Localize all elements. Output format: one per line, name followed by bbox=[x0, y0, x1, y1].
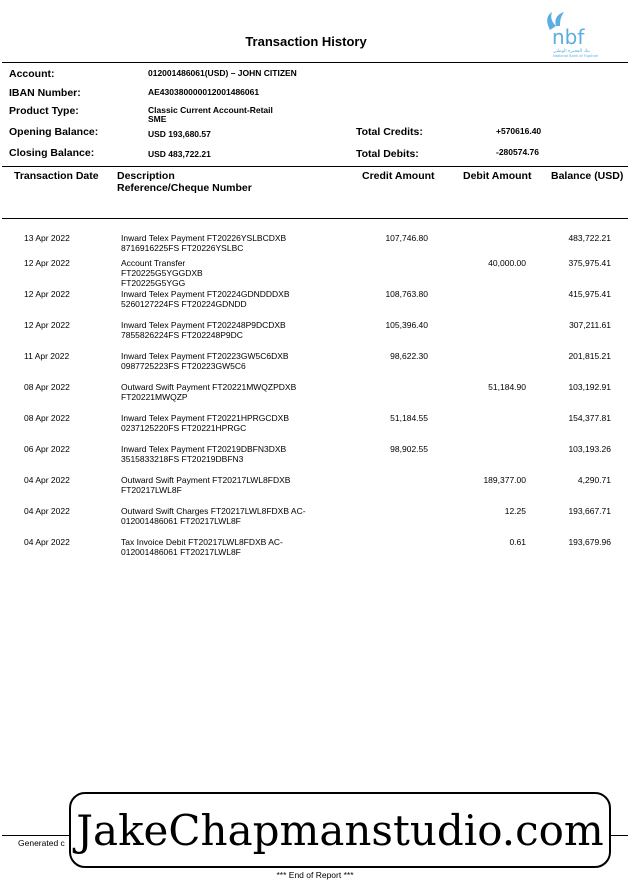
transaction-date: 08 Apr 2022 bbox=[24, 382, 70, 392]
generated-note: Generated c bbox=[18, 838, 65, 848]
total-credits-label: Total Credits: bbox=[356, 126, 423, 138]
account-label: Account: bbox=[9, 68, 55, 80]
transaction-date: 04 Apr 2022 bbox=[24, 475, 70, 485]
transaction-description-line: 012001486061 FT20217LWL8F bbox=[121, 547, 241, 557]
transaction-description-line: Tax Invoice Debit FT20217LWL8FDXB AC- bbox=[121, 537, 283, 547]
transaction-description-line: Outward Swift Charges FT20217LWL8FDXB AC- bbox=[121, 506, 306, 516]
total-credits-value: +570616.40 bbox=[496, 126, 542, 136]
account-value: 012001486061(USD) – JOHN CITIZEN bbox=[148, 68, 297, 78]
product-value-line1: Classic Current Account-Retail bbox=[148, 105, 273, 115]
debit-amount: 0.61 bbox=[509, 537, 526, 547]
transaction-date: 06 Apr 2022 bbox=[24, 444, 70, 454]
transaction-date: 12 Apr 2022 bbox=[24, 320, 70, 330]
logo-text: nbf bbox=[552, 25, 585, 49]
debit-amount: 51,184.90 bbox=[488, 382, 526, 392]
balance-amount: 103,193.26 bbox=[568, 444, 611, 454]
col-header-debit: Debit Amount bbox=[463, 170, 532, 182]
transaction-date: 04 Apr 2022 bbox=[24, 506, 70, 516]
transaction-date: 08 Apr 2022 bbox=[24, 413, 70, 423]
col-header-reference: Reference/Cheque Number bbox=[117, 182, 252, 194]
transaction-description-line: Inward Telex Payment FT20224GDNDDDXB bbox=[121, 289, 290, 299]
transaction-date: 12 Apr 2022 bbox=[24, 289, 70, 299]
table-header-divider bbox=[2, 218, 628, 219]
transaction-description-line: Inward Telex Payment FT202248P9DCDXB bbox=[121, 320, 286, 330]
transaction-description-line: 3515833218FS FT20219DBFN3 bbox=[121, 454, 244, 464]
transaction-description-line: 0987725223FS FT20223GW5C6 bbox=[121, 361, 246, 371]
logo-english: National Bank of Fujairah bbox=[553, 54, 599, 58]
debit-amount: 189,377.00 bbox=[483, 475, 526, 485]
transaction-description-line: FT20225G5YGGDXB bbox=[121, 268, 203, 278]
debit-amount: 40,000.00 bbox=[488, 258, 526, 268]
balance-amount: 4,290.71 bbox=[577, 475, 611, 485]
transaction-description-line: FT20217LWL8F bbox=[121, 485, 182, 495]
transaction-description-line: 8716916225FS FT20226YSLBC bbox=[121, 243, 244, 253]
balance-amount: 483,722.21 bbox=[568, 233, 611, 243]
debit-amount: 12.25 bbox=[504, 506, 526, 516]
transaction-description-line: Inward Telex Payment FT20221HPRGCDXB bbox=[121, 413, 290, 423]
balance-amount: 375,975.41 bbox=[568, 258, 611, 268]
transaction-description-line: Inward Telex Payment FT20226YSLBCDXB bbox=[121, 233, 287, 243]
col-header-description: Description bbox=[117, 170, 175, 182]
transaction-description-line: FT20225G5YGG bbox=[121, 278, 186, 288]
transaction-description-line: Inward Telex Payment FT20223GW5C6DXB bbox=[121, 351, 289, 361]
balance-amount: 415,975.41 bbox=[568, 289, 611, 299]
opening-balance-value: USD 193,680.57 bbox=[148, 129, 211, 139]
balance-amount: 103,192.91 bbox=[568, 382, 611, 392]
credit-amount: 108,763.80 bbox=[385, 289, 428, 299]
balance-amount: 154,377.81 bbox=[568, 413, 611, 423]
col-header-balance: Balance (USD) bbox=[551, 170, 624, 182]
header-divider bbox=[2, 62, 628, 63]
nbf-logo-icon bbox=[540, 8, 610, 60]
transaction-description-line: Outward Swift Payment FT20221MWQZPDXB bbox=[121, 382, 297, 392]
transaction-date: 13 Apr 2022 bbox=[24, 233, 70, 243]
transaction-description-line: 012001486061 FT20217LWL8F bbox=[121, 516, 241, 526]
info-divider bbox=[2, 166, 628, 167]
transaction-description-line: 5260127224FS FT20224GDNDD bbox=[121, 299, 247, 309]
total-debits-label: Total Debits: bbox=[356, 148, 419, 160]
total-debits-value: -280574.76 bbox=[496, 147, 540, 157]
iban-value: AE430380000012001486061 bbox=[148, 87, 260, 97]
transaction-date: 11 Apr 2022 bbox=[24, 351, 70, 361]
col-header-date: Transaction Date bbox=[14, 170, 99, 182]
closing-balance-label: Closing Balance: bbox=[9, 147, 95, 159]
balance-amount: 307,211.61 bbox=[569, 320, 611, 330]
product-label: Product Type: bbox=[9, 105, 79, 117]
balance-amount: 193,667.71 bbox=[568, 506, 611, 516]
end-of-report: *** End of Report *** bbox=[276, 870, 354, 880]
credit-amount: 105,396.40 bbox=[385, 320, 428, 330]
transaction-description-line: Outward Swift Payment FT20217LWL8FDXB bbox=[121, 475, 291, 485]
product-value-line2: SME bbox=[148, 114, 167, 124]
logo-arabic: بنك الفجيرة الوطني bbox=[553, 49, 590, 54]
credit-amount: 98,902.55 bbox=[390, 444, 428, 454]
opening-balance-label: Opening Balance: bbox=[9, 126, 99, 138]
transaction-date: 12 Apr 2022 bbox=[24, 258, 70, 268]
credit-amount: 107,746.80 bbox=[385, 233, 428, 243]
balance-amount: 193,679.96 bbox=[568, 537, 611, 547]
transaction-description-line: Account Transfer bbox=[121, 258, 186, 268]
credit-amount: 98,622.30 bbox=[390, 351, 428, 361]
transaction-date: 04 Apr 2022 bbox=[24, 537, 70, 547]
transaction-description-line: 7855826224FS FT202248P9DC bbox=[121, 330, 243, 340]
watermark-banner: JakeChapmanstudio.com bbox=[69, 792, 611, 868]
bank-logo bbox=[540, 8, 610, 60]
transaction-description-line: FT20221MWQZP bbox=[121, 392, 188, 402]
credit-amount: 51,184.55 bbox=[390, 413, 428, 423]
page-title: Transaction History bbox=[245, 34, 367, 49]
transaction-description-line: 0237125220FS FT20221HPRGC bbox=[121, 423, 247, 433]
closing-balance-value: USD 483,722.21 bbox=[148, 149, 211, 159]
col-header-credit: Credit Amount bbox=[362, 170, 435, 182]
transaction-description-line: Inward Telex Payment FT20219DBFN3DXB bbox=[121, 444, 287, 454]
iban-label: IBAN Number: bbox=[9, 87, 81, 99]
balance-amount: 201,815.21 bbox=[568, 351, 611, 361]
